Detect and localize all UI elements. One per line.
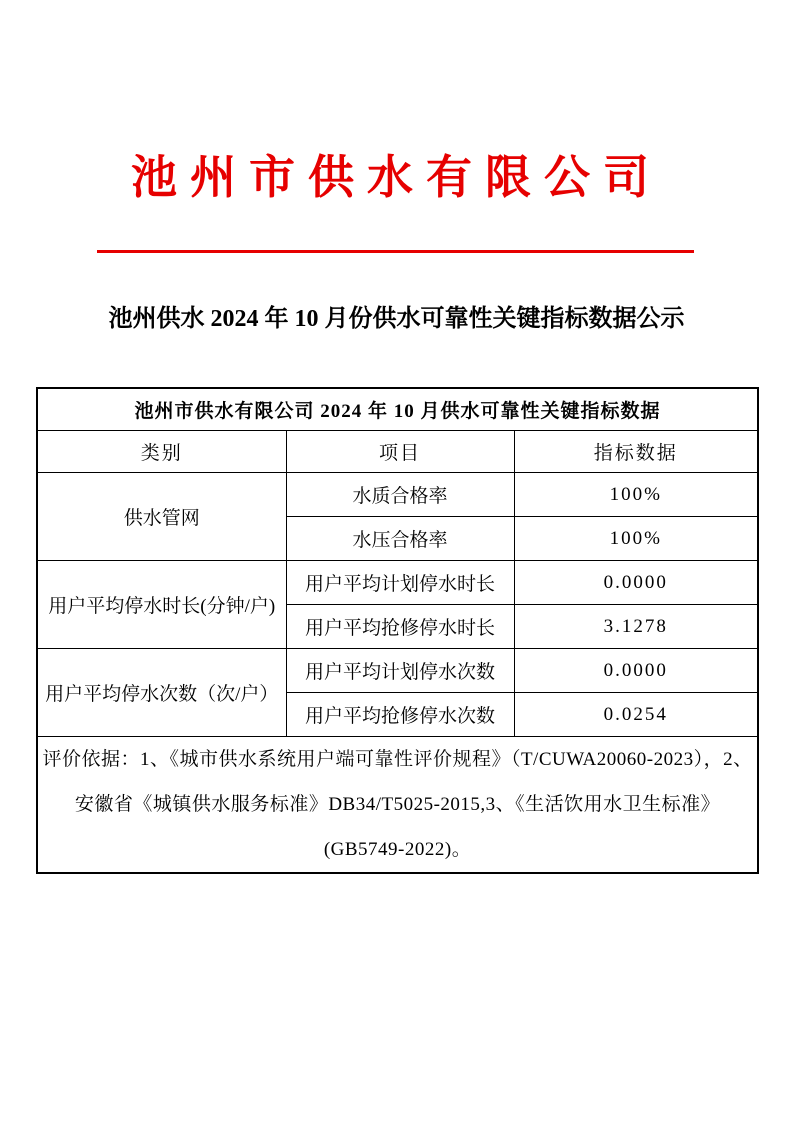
value-cell-planned-outage-count: 0.0000 (514, 649, 758, 693)
value-cell-repair-outage-duration: 3.1278 (514, 605, 758, 649)
item-cell-planned-outage-count: 用户平均计划停水次数 (286, 649, 514, 693)
value-cell-repair-outage-count: 0.0254 (514, 693, 758, 737)
item-cell-repair-outage-duration: 用户平均抢修停水时长 (286, 605, 514, 649)
table-row (37, 649, 758, 693)
category-cell-avg-outage-count: 用户平均停水次数（次/户） (37, 649, 286, 737)
value-cell-water-quality-rate: 100% (514, 473, 758, 517)
column-header-value: 指标数据 (514, 431, 758, 473)
column-header-item: 项目 (286, 431, 514, 473)
table-title-row (37, 388, 758, 431)
table-row (37, 473, 758, 517)
column-header-category: 类别 (37, 431, 286, 473)
table-title: 池州市供水有限公司 2024 年 10 月供水可靠性关键指标数据 (37, 388, 758, 431)
category-cell-avg-outage-duration: 用户平均停水时长(分钟/户) (37, 561, 286, 649)
value-cell-planned-outage-duration: 0.0000 (514, 561, 758, 605)
indicator-data-table (36, 387, 759, 874)
letterhead-company-title: 池州市供水有限公司 (131, 152, 662, 203)
table-note-row (37, 737, 758, 874)
category-cell-pipe-network: 供水管网 (37, 473, 286, 561)
item-cell-planned-outage-duration: 用户平均计划停水时长 (286, 561, 514, 605)
item-cell-water-pressure-rate: 水压合格率 (286, 517, 514, 561)
table-row (37, 561, 758, 605)
item-cell-repair-outage-count: 用户平均抢修停水次数 (286, 693, 514, 737)
evaluation-basis-note: 评价依据：1、《城市供水系统用户端可靠性评价规程》（T/CUWA20060-2023），2、安徽省《城镇供水服务标准》DB34/T5025-2015,3、《生活饮用水卫生标准》(GB5749-2022)。 (37, 737, 758, 874)
letterhead-red-rule (97, 250, 694, 253)
table-header-row (37, 431, 758, 473)
item-cell-water-quality-rate: 水质合格率 (286, 473, 514, 517)
document-subtitle: 池州供水 2024 年 10 月份供水可靠性关键指标数据公示 (108, 306, 685, 332)
value-cell-water-pressure-rate: 100% (514, 517, 758, 561)
